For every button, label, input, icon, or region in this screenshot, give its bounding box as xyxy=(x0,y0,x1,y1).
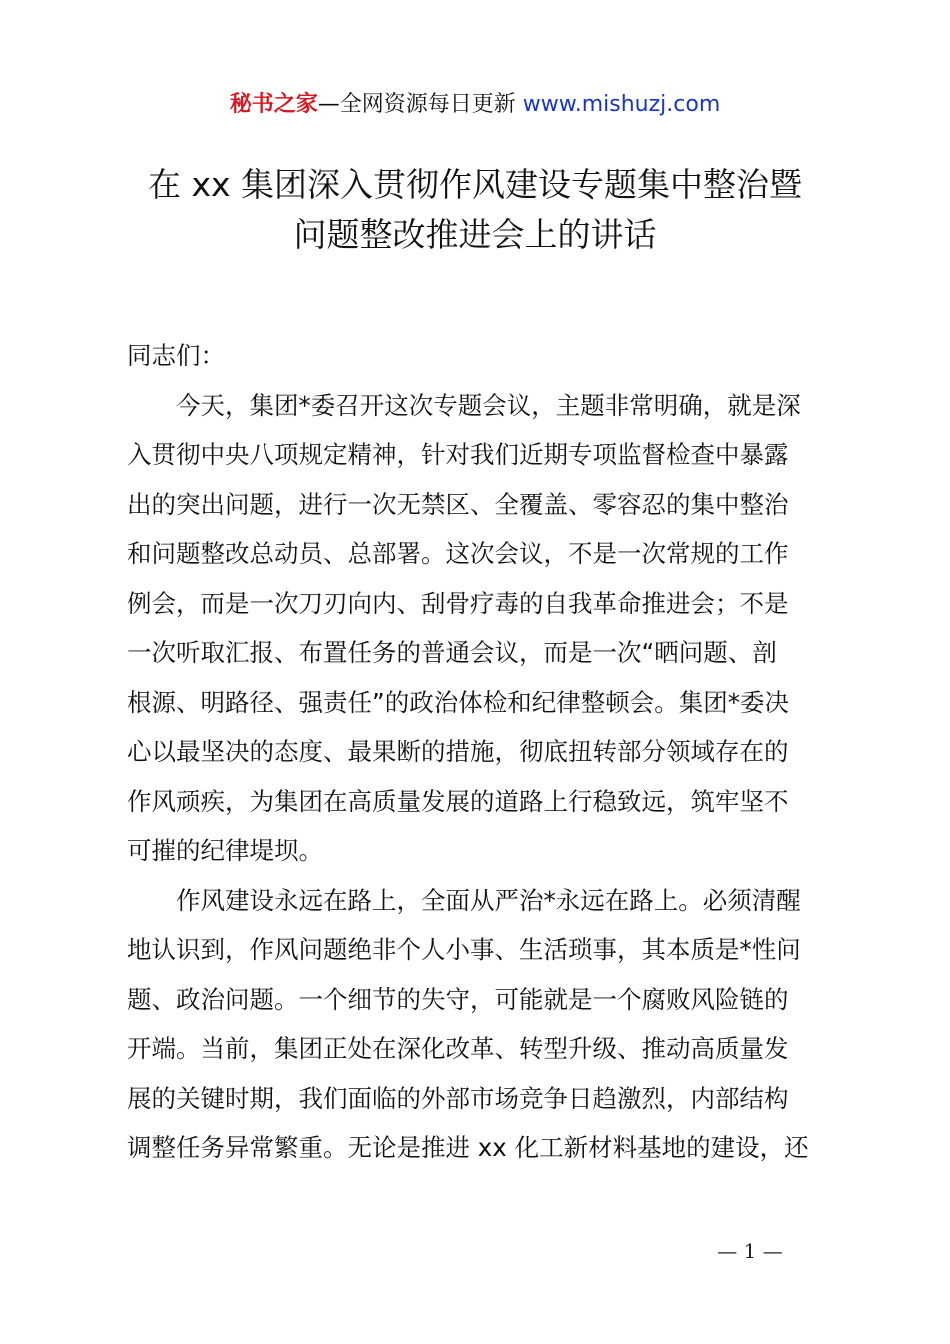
body-line: 地认识到，作风问题绝非个人小事、生活琐事，其本质是*性问 xyxy=(127,935,801,964)
body-line: 开端。当前，集团正处在深化改革、转型升级、推动高质量发 xyxy=(127,1034,789,1063)
body-line: 入贯彻中央八项规定精神，针对我们近期专项监督检查中暴露 xyxy=(127,440,789,469)
salutation: 同志们： xyxy=(127,341,225,370)
site-tagline: —全网资源每日更新 xyxy=(317,92,516,117)
body-line: 可摧的纪律堤坝。 xyxy=(127,836,323,865)
document-title xyxy=(60,160,890,260)
body-line: 今天，集团*委召开这次专题会议，主题非常明确，就是深 xyxy=(127,390,801,420)
title-line-1: 在 xx 集团深入贯彻作风建设专题集中整治暨 xyxy=(147,165,803,204)
title-line-2: 问题整改推进会上的讲话 xyxy=(293,215,657,254)
body-line: 一次听取汇报、布置任务的普通会议，而是一次“晒问题、剖 xyxy=(127,638,777,667)
body-line: 作风建设永远在路上，全面从严治*永远在路上。必须清醒 xyxy=(127,885,801,915)
document-body xyxy=(127,331,833,1173)
body-line: 根源、明路径、强责任”的政治体检和纪律整顿会。集团*委决 xyxy=(127,687,789,717)
body-line: 题、政治问题。一个细节的失守，可能就是一个腐败风险链的 xyxy=(127,984,789,1014)
body-line: 展的关键时期，我们面临的外部市场竞争日趋激烈，内部结构 xyxy=(127,1083,789,1113)
site-brand: 秘书之家 xyxy=(229,92,318,117)
body-line: 出的突出问题，进行一次无禁区、全覆盖、零容忍的集中整治 xyxy=(127,489,789,519)
body-line: 作风顽疾，为集团在高质量发展的道路上行稳致远，筑牢坚不 xyxy=(127,786,789,816)
body-line: 心以最坚决的态度、最果断的措施，彻底扭转部分领域存在的 xyxy=(127,737,789,766)
page-number: — 1 — xyxy=(717,1239,783,1263)
site-url-link[interactable]: www.mishuzj.com xyxy=(522,92,721,117)
body-line: 例会，而是一次刀刃向内、刮骨疗毒的自我革命推进会；不是 xyxy=(127,588,789,618)
body-line: 调整任务异常繁重。无论是推进 xx 化工新材料基地的建设，还 xyxy=(127,1133,809,1162)
body-line: 和问题整改总动员、总部署。这次会议，不是一次常规的工作 xyxy=(127,539,789,568)
site-header xyxy=(0,88,950,122)
